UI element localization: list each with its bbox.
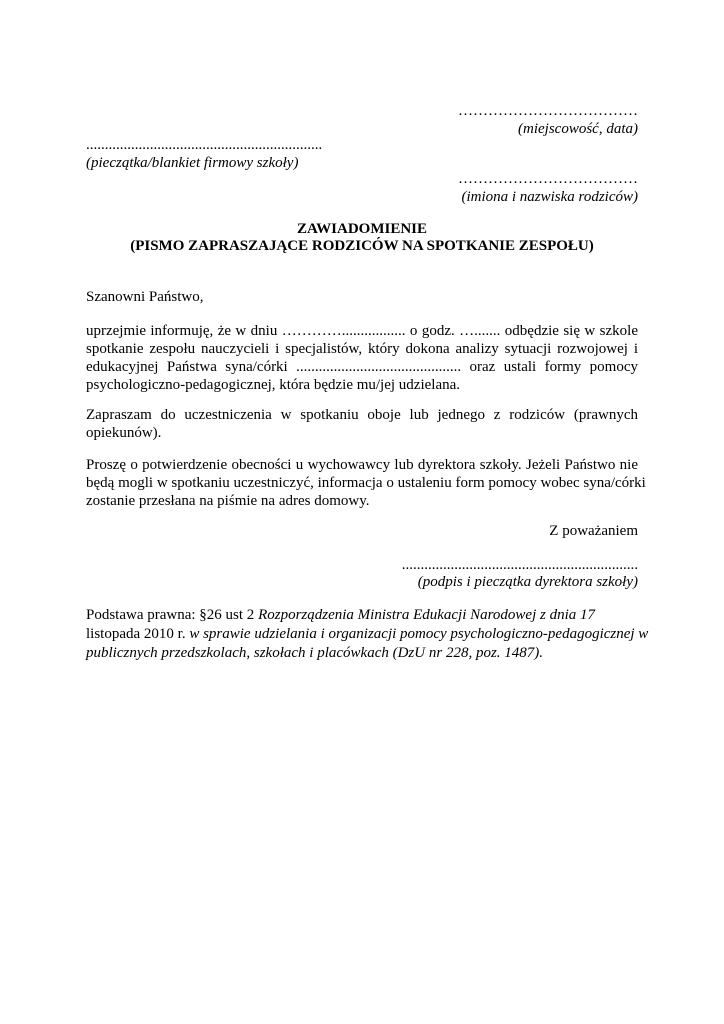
signature-dots: ............................................................... (401, 557, 638, 573)
closing-salutation: Z poważaniem (549, 523, 638, 539)
document-subtitle: (PISMO ZAPRASZAJĄCE RODZICÓW NA SPOTKANIE ZESPOŁU) (130, 238, 594, 254)
school-stamp-dots: ............................................................... (86, 137, 323, 153)
legal-basis-subject: w sprawie udzielania i organizacji pomocy psychologiczno-pedagogicznej w (189, 626, 649, 642)
paragraph-line: uprzejmie informuję, że w dniu …………................. o godz. …....... odbędzie się w szkole (86, 323, 638, 339)
place-date-label: (miejscowość, data) (518, 121, 638, 137)
paragraph-line: spotkanie zespołu nauczycieli i specjalistów, który dokona analizy sytuacji rozwojowej i (86, 341, 638, 357)
legal-basis-line (86, 625, 649, 644)
paragraph-invitation (86, 406, 638, 442)
paragraph-line: będą mogli w spotkaniu uczestniczyć, informacja o ustaleniu form pomocy wobec syna/córki (86, 475, 646, 491)
parents-names-label: (imiona i nazwiska rodziców) (461, 189, 638, 205)
paragraph-line: Proszę o potwierdzenie obecności u wychowawcy lub dyrektora szkoły. Jeżeli Państwo nie (86, 457, 638, 473)
signature-label: (podpis i pieczątka dyrektora szkoły) (417, 574, 638, 590)
paragraph-confirmation (86, 456, 646, 510)
paragraph-line: Zapraszam do uczestniczenia w spotkaniu oboje lub jednego z rodziców (prawnych (86, 407, 638, 423)
greeting: Szanowni Państwo, (86, 289, 204, 305)
paragraph-meeting-info (86, 322, 638, 394)
paragraph-line: zostanie przesłana na piśmie na adres domowy. (86, 493, 370, 509)
legal-basis-date: listopada 2010 r. (86, 626, 190, 642)
legal-basis-prefix: Podstawa prawna: §26 ust 2 (86, 607, 259, 623)
paragraph-line: psychologiczno-pedagogicznej, która będzie mu/jej udzielana. (86, 377, 461, 393)
parents-names-dots: ……………………………… (458, 171, 638, 187)
paragraph-line: edukacyjnej Państwa syna/córki ............................................ oraz ustali formy pomocy (86, 359, 638, 375)
place-date-dots: ……………………………… (458, 103, 638, 119)
paragraph-line: opiekunów). (86, 425, 162, 441)
school-stamp-label: (pieczątka/blankiet firmowy szkoły) (86, 155, 299, 171)
document-title: ZAWIADOMIENIE (296, 221, 428, 237)
legal-basis-regulation: Rozporządzenia Ministra Edukacji Narodowej z dnia 17 (258, 607, 596, 623)
legal-basis-line: publicznych przedszkolach, szkołach i placówkach (DzU nr 228, poz. 1487). (86, 645, 544, 661)
legal-basis-line (86, 606, 646, 625)
legal-basis (86, 606, 649, 663)
